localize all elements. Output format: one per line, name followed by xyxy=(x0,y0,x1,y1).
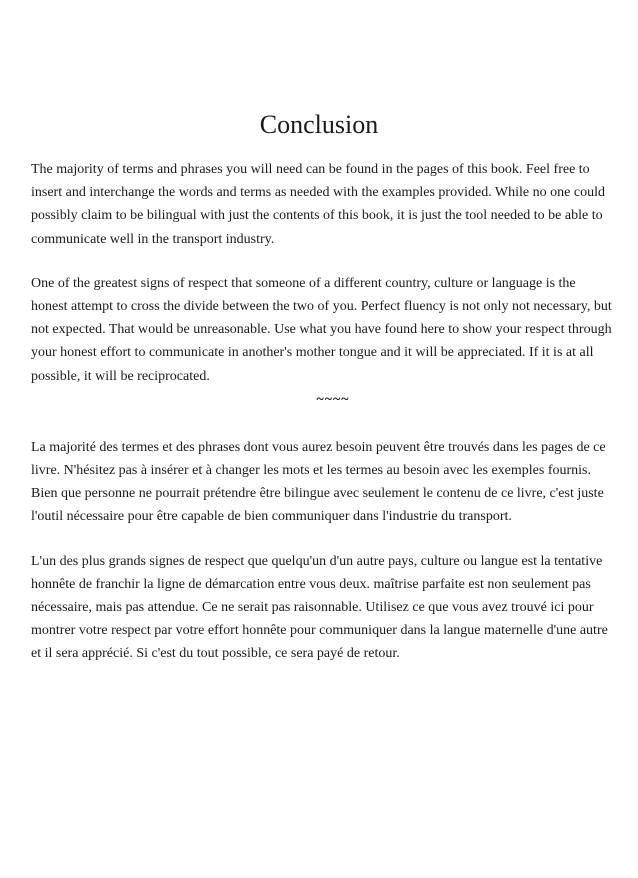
paragraph-spacer xyxy=(31,251,615,272)
paragraph-english-2: One of the greatest signs of respect that someone of a different country, culture or language is the honest attempt to cross the divide between the two of you. Perfect fluency is not only not necessary, but not expected. That would be unreasonable. Use what you have found here to show your respect through your honest effort to communicate in another's mother tongue and it will be appreciated. If it is at all possible, it will be reciprocated. xyxy=(31,275,612,384)
paragraph-spacer xyxy=(31,529,615,550)
paragraph-french-1: La majorité des termes et des phrases dont vous aurez besoin peuvent être trouvés dans les pages de ce livre. N'hésitez pas à insérer et à changer les mots et les termes au besoin avec les exemples fournis. Bien que personne ne pourrait prétendre être bilingue avec seulement le contenu de ce livre, c'est juste l'outil nécessaire pour être capable de bien communiquer dans l'industrie du transport. xyxy=(31,439,606,525)
section-divider: ~~~~ xyxy=(316,391,350,407)
page-title: Conclusion xyxy=(259,110,379,139)
paragraph-french-2: L'un des plus grands signes de respect que quelqu'un d'un autre pays, culture ou langue est la tentative honnête de franchir la ligne de démarcation entre vous deux. maîtrise parfaite est non seulement pas nécessaire, mais pas attendue. Ce ne serait pas raisonnable. Utilisez ce que vous avez trouvé ici pour montrer votre respect par votre effort honnête pour communiquer dans la langue maternelle d'une autre et il sera apprécié. Si c'est du tout possible, ce sera payé de retour. xyxy=(31,553,608,662)
paragraph-english-1: The majority of terms and phrases you will need can be found in the pages of this book. Feel free to insert and interchange the words and terms as needed with the examples provided. While no one could possibly claim to be bilingual with just the contents of this book, it is just the tool needed to be able to communicate well in the transport industry. xyxy=(31,162,605,247)
document-body xyxy=(31,158,615,666)
